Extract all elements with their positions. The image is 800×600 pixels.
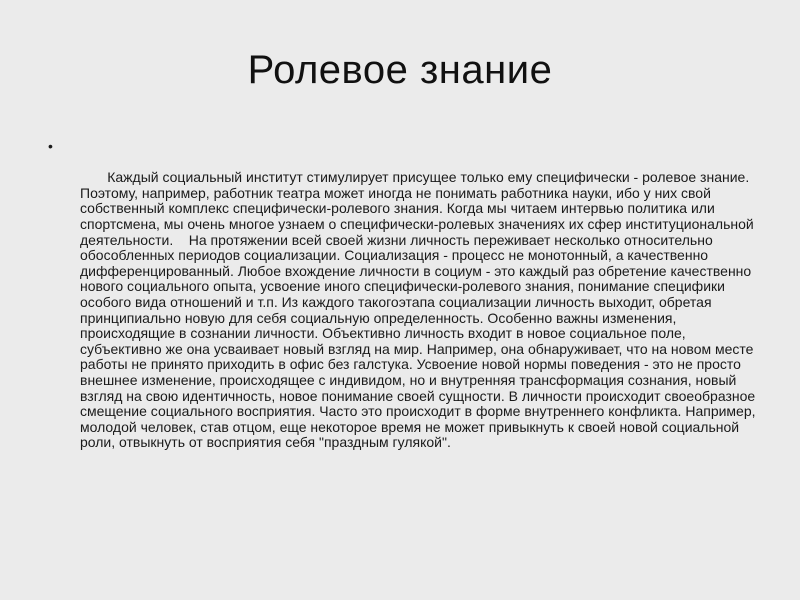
slide-title: Ролевое знание xyxy=(247,48,553,92)
bullet-item xyxy=(48,139,766,466)
bullet-marker-icon: • xyxy=(48,138,53,154)
bullet-list xyxy=(48,139,766,466)
bullet-text: Каждый социальный институт стимулирует присущее только ему специфически - ролевое знание. Поэтому, например, работник театра может иногда не понимать работника науки, ибо у них свой собственный комплекс специфически-ролевого знания. Когда мы читаем интервью политика или спортсмена, мы очень многое узнаем о специфически-ролевых значениях их сфер институциональной деятельности. На протяжении всей своей жизни личность переживает несколько относительно обособленных периодов социализации. Социализация - процесс не монотонный, а качественно дифференцированный. Любое вхождение личности в социум - это каждый раз обретение качественно нового социального опыта, усвоение иного специфически-ролевого знания, понимание специфики особого вида отношений и т.п. Из каждого такогоэтапа социализации личность выходит, обретая принципиально новую для себя социальную определенность. Особенно важны изменения, происходящие в сознании личности. Объективно личность входит в новое социальное поле, субъективно же она усваивает новый взгляд на мир. Например, она обнаруживает, что на новом месте работы не принято приходить в офис без галстука. Усвоение новой нормы поведения - это не просто внешнее изменение, происходящее с индивидом, но и внутренняя трансформация сознания, новый взгляд на свою идентичность, новое понимание своей сущности. В личности происходит своеобразное смещение социального восприятия. Часто это происходит в форме внутреннего конфликта. Например, молодой человек, став отцом, еще некоторое время не может привыкнуть к своей новой социальной роли, отвыкнуть от восприятия себя "праздным гулякой". xyxy=(80,169,760,451)
